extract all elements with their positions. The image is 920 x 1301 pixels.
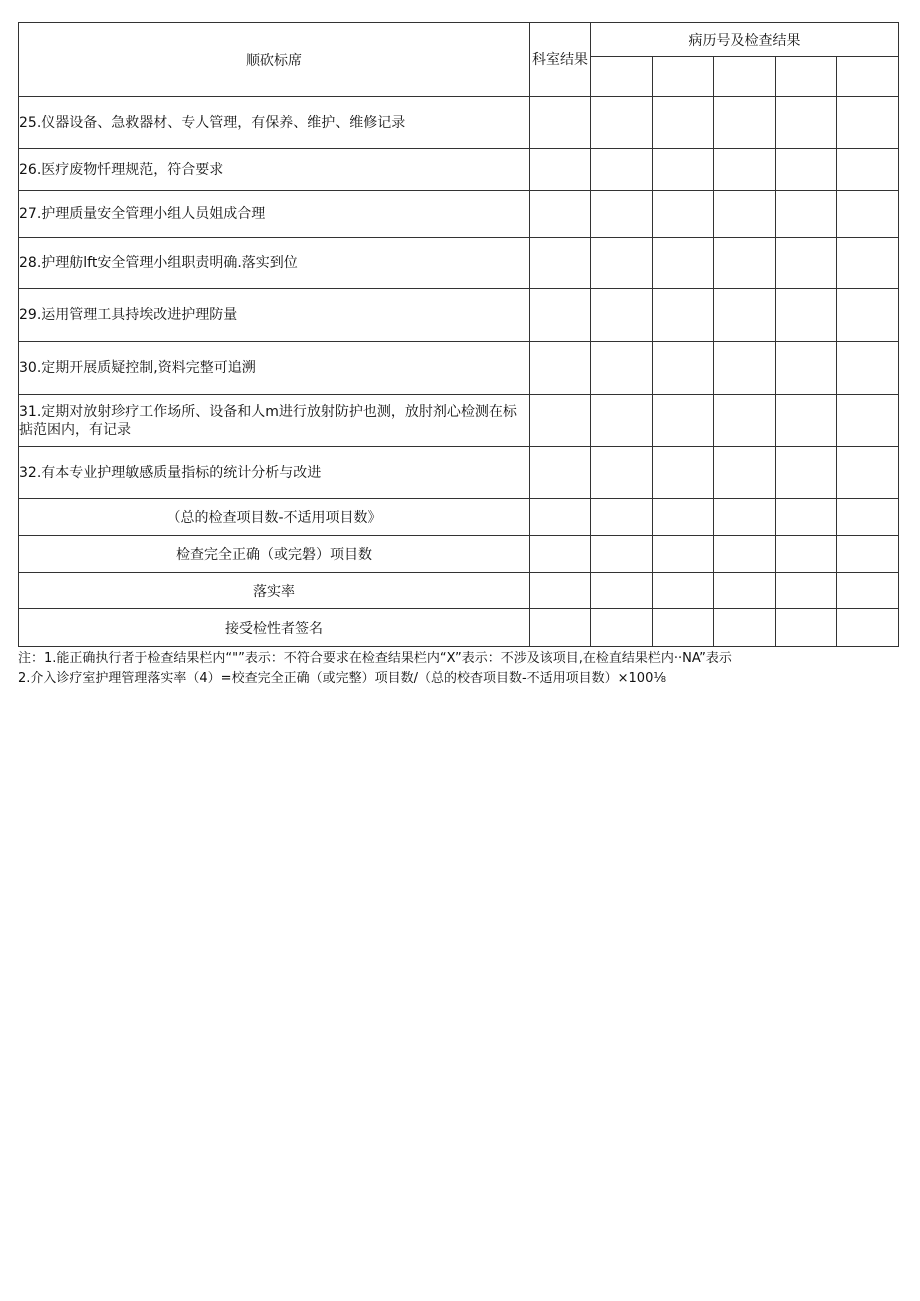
dept-cell[interactable] (530, 289, 591, 342)
record-cell[interactable] (591, 149, 653, 191)
record-cell[interactable] (653, 499, 714, 536)
dept-cell[interactable] (530, 395, 591, 447)
record-cell[interactable] (591, 57, 653, 97)
record-cell[interactable] (837, 191, 899, 238)
record-cell[interactable] (591, 238, 653, 289)
record-cell[interactable] (714, 447, 776, 499)
record-cell[interactable] (776, 609, 837, 647)
dept-cell[interactable] (530, 573, 591, 609)
record-cell[interactable] (714, 289, 776, 342)
summary-label: 落实率 (19, 573, 530, 609)
summary-label: （总的检查项目数-不适用项目数》 (19, 499, 530, 536)
record-cell[interactable] (714, 573, 776, 609)
table-row (19, 342, 899, 395)
table-row (19, 289, 899, 342)
record-cell[interactable] (837, 447, 899, 499)
table-row (19, 149, 899, 191)
item-column-header: 顺砍标席 (19, 23, 530, 97)
record-cell[interactable] (591, 97, 653, 149)
summary-row (19, 609, 899, 647)
record-cell[interactable] (776, 573, 837, 609)
footnotes (18, 649, 908, 689)
record-cell[interactable] (776, 536, 837, 573)
record-cell[interactable] (591, 395, 653, 447)
record-cell[interactable] (837, 238, 899, 289)
record-cell[interactable] (714, 57, 776, 97)
record-cell[interactable] (653, 573, 714, 609)
table-row (19, 238, 899, 289)
record-cell[interactable] (776, 447, 837, 499)
record-cell[interactable] (837, 97, 899, 149)
record-cell[interactable] (591, 573, 653, 609)
item-label: 31.定期对放射珍疗工作场所、设备和人m进行放射防护也测，放肘剂心检测在标掂范困内，有记录 (19, 395, 530, 447)
record-cell[interactable] (653, 342, 714, 395)
item-label: 25.仪器设备、急救器材、专人管理，有保养、维护、维修记录 (19, 97, 530, 149)
record-cell[interactable] (776, 395, 837, 447)
summary-label: 检查完全正确（或完磐）项目数 (19, 536, 530, 573)
record-cell[interactable] (591, 499, 653, 536)
table-row (19, 191, 899, 238)
record-cell[interactable] (776, 289, 837, 342)
table-row (19, 447, 899, 499)
record-cell[interactable] (776, 97, 837, 149)
summary-row (19, 499, 899, 536)
dept-cell[interactable] (530, 447, 591, 499)
record-cell[interactable] (714, 395, 776, 447)
record-cell[interactable] (776, 499, 837, 536)
dept-cell[interactable] (530, 191, 591, 238)
item-label: 26.医疗废物忏理规范，符合要求 (19, 149, 530, 191)
record-cell[interactable] (776, 149, 837, 191)
item-label: 27.护理质量安全管理小组人员姐成合理 (19, 191, 530, 238)
record-cell[interactable] (653, 395, 714, 447)
item-label: 32.有本专业护理敏感质量指标的统计分析与改进 (19, 447, 530, 499)
record-cell[interactable] (837, 573, 899, 609)
dept-cell[interactable] (530, 342, 591, 395)
record-cell[interactable] (714, 499, 776, 536)
record-cell[interactable] (837, 289, 899, 342)
table-row (19, 97, 899, 149)
record-cell[interactable] (837, 536, 899, 573)
dept-cell[interactable] (530, 238, 591, 289)
note-line-2: 2.介入诊疗室护理管理落实率（4）=校查完全正确（或完整）项目数/（总的校杳项目数-不适用项目数）×100⅛ (18, 671, 666, 686)
record-cell[interactable] (776, 57, 837, 97)
inspection-table (18, 22, 899, 647)
record-cell[interactable] (653, 191, 714, 238)
record-cell[interactable] (776, 191, 837, 238)
record-cell[interactable] (653, 609, 714, 647)
record-cell[interactable] (653, 238, 714, 289)
record-cell[interactable] (714, 536, 776, 573)
record-cell[interactable] (653, 97, 714, 149)
dept-cell[interactable] (530, 97, 591, 149)
record-cell[interactable] (776, 238, 837, 289)
record-cell[interactable] (653, 289, 714, 342)
record-cell[interactable] (653, 149, 714, 191)
record-cell[interactable] (591, 289, 653, 342)
dept-result-header: 科室结果 (530, 23, 591, 97)
record-cell[interactable] (591, 609, 653, 647)
item-label: 29.运用管理工具持埃改进护理防量 (19, 289, 530, 342)
record-cell[interactable] (837, 499, 899, 536)
item-label: 28.护理舫lft安全管理小组职责明确.落实到位 (19, 238, 530, 289)
record-cell[interactable] (591, 447, 653, 499)
record-cell[interactable] (837, 609, 899, 647)
record-cell[interactable] (837, 395, 899, 447)
dept-cell[interactable] (530, 609, 591, 647)
record-cell[interactable] (837, 342, 899, 395)
dept-cell[interactable] (530, 499, 591, 536)
record-cell[interactable] (653, 447, 714, 499)
record-cell[interactable] (653, 57, 714, 97)
summary-label: 接受检性者签名 (19, 609, 530, 647)
item-label: 30.定期开展质疑控制,资料完整可追溯 (19, 342, 530, 395)
record-cell[interactable] (714, 191, 776, 238)
record-cell[interactable] (714, 149, 776, 191)
record-cell[interactable] (653, 536, 714, 573)
record-cell[interactable] (714, 342, 776, 395)
table-row (19, 395, 899, 447)
record-cell[interactable] (714, 609, 776, 647)
summary-row (19, 573, 899, 609)
record-cell[interactable] (591, 342, 653, 395)
record-cell[interactable] (837, 57, 899, 97)
record-cell[interactable] (714, 238, 776, 289)
note-line-1: 注：1.能正确执行者于检查结果栏内“"”表示：不符合要求在检查结果栏内“X”表示：不涉及该项目,在检直结果栏内··NA”表示 (18, 651, 732, 666)
dept-cell[interactable] (530, 149, 591, 191)
record-results-header: 病历号及检查结果 (591, 23, 899, 57)
record-cell[interactable] (837, 149, 899, 191)
summary-row (19, 536, 899, 573)
record-cell[interactable] (776, 342, 837, 395)
record-cell[interactable] (714, 97, 776, 149)
record-cell[interactable] (591, 191, 653, 238)
dept-cell[interactable] (530, 536, 591, 573)
record-cell[interactable] (591, 536, 653, 573)
